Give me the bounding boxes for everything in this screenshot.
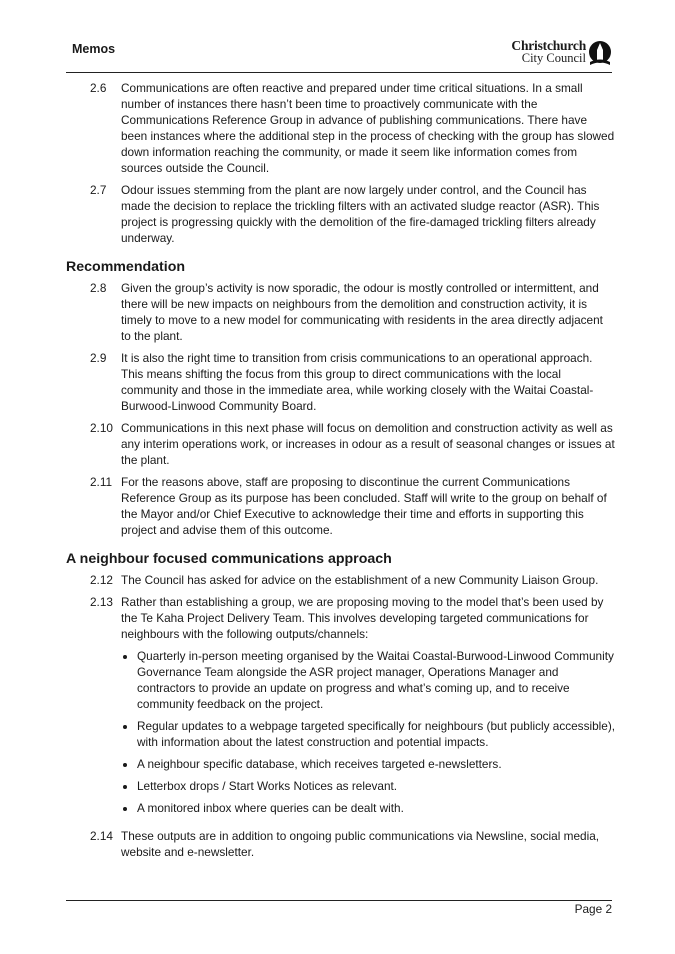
- memo-body: [66, 80, 616, 866]
- cathedral-logo-icon: [588, 40, 612, 66]
- paragraph-2-9: 2.9 It is also the right time to transition from crisis communications to an operational approach. This means shifting the focus from this group to direct communications with the local community and those in the immediate area, while working closely with the Waitai Coastal-Burwood-Linwood Community Board.: [90, 351, 594, 413]
- list-item: • Quarterly in-person meeting organised by the Waitai Coastal-Burwood-Linwood Community Governance Team alongside the ASR project manager, Operations Manager and contractors to provide an update on progress and what’s coming up, and to receive community feedback on the project.: [137, 648, 616, 712]
- paragraph-2-10: 2.10 Communications in this next phase will focus on demolition and construction activity as well as any interim operations work, or increases in odour as a result of seasonal changes or issues at the plant.: [90, 421, 615, 467]
- paragraph-2-13: 2.13 Rather than establishing a group, we are proposing moving to the model that’s been used by the Te Kaha Project Delivery Team. This involves developing targeted communications for neighbours with the following outputs/channels: • Quarterly in-person meeting organised by the Waitai Coastal-Burwood-Linwood Community Governance Team alongside the ASR project manager, Operations Manager and contractors to provide an update on progress and what’s coming up, and to receive community feedback on the project. • Regular updates to a webpage targeted specifically for neighbours (but publicly accessible), with information about the latest construction and potential impacts. • A neighbour specific database, which receives targeted e-newsletters. • Letterbox drops / Start Works Notices as relevant. • A monitored inbox where queries can be dealt with.: [66, 594, 616, 822]
- paragraph-2-11: 2.11 For the reasons above, staff are proposing to discontinue the current Communications Reference Group as its purpose has been concluded. Staff will write to the group on behalf of the Mayor and/or Chief Executive to acknowledge their time and efforts in supporting this project and advise them of this outcome.: [90, 475, 607, 537]
- heading-recommendation: Recommendation: [66, 259, 186, 275]
- channels-list: [121, 648, 616, 816]
- paragraph-2-7: 2.7 Odour issues stemming from the plant are now largely under control, and the Council has made the decision to replace the trickling filters with an activated sludge reactor (ASR). This project is progressing quickly with the demolition of the fire-damaged trickling filters already underway.: [90, 183, 600, 245]
- list-item: • A monitored inbox where queries can be dealt with.: [137, 800, 616, 816]
- list-item: • Letterbox drops / Start Works Notices as relevant.: [137, 778, 616, 794]
- list-item: • A neighbour specific database, which receives targeted e-newsletters.: [137, 756, 616, 772]
- paragraph-2-14: 2.14 These outputs are in addition to ongoing public communications via Newsline, social media, website and e-newsletter.: [90, 829, 600, 859]
- page-number: Page 2: [574, 902, 612, 916]
- paragraph-2-6: 2.6 Communications are often reactive and prepared under time critical situations. In a small number of instances there hasn’t been time to proactively communicate with the Communications Reference Group in advance of publishing communications. There have been instances where the additional step in the process of checking with the group has slowed down information reaching the community, or made it seem like information comes from sources outside the Council.: [90, 81, 615, 175]
- page-header: [66, 38, 612, 72]
- section-label: Memos: [72, 42, 116, 56]
- footer-rule: [66, 900, 612, 901]
- list-item: • Regular updates to a webpage targeted specifically for neighbours (but publicly accessible), with information about the latest construction and potential impacts.: [137, 718, 616, 750]
- header-rule: [66, 72, 612, 73]
- logo-text: Christchurch City Council: [511, 38, 586, 65]
- heading-neighbour-approach: A neighbour focused communications approach: [66, 551, 392, 567]
- paragraph-2-8: 2.8 Given the group’s activity is now sporadic, the odour is mostly controlled or intermittent, and there will be new impacts on neighbours from the demolition and construction activity, it is timely to move to a new model for communicating with residents in the area directly adjacent to the plant.: [90, 281, 603, 343]
- paragraph-2-12: 2.12 The Council has asked for advice on the establishment of a new Community Liaison Group.: [90, 573, 599, 587]
